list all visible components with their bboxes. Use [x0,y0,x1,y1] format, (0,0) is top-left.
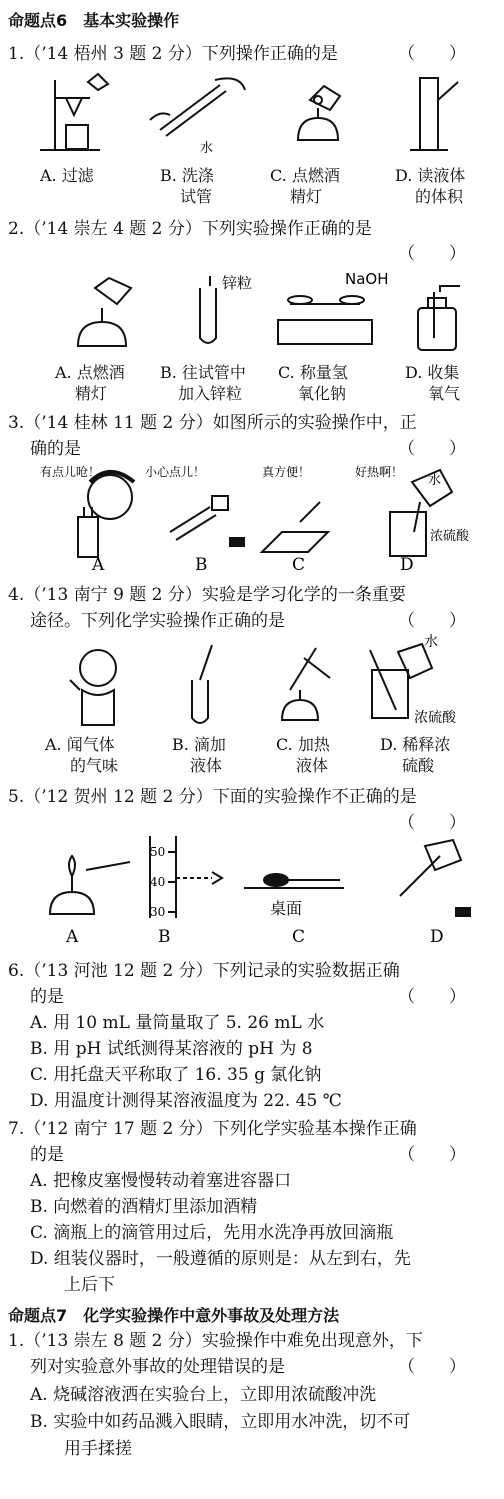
washing-tube [150,78,245,136]
section-title: 命题点6 基本实验操作 [8,11,180,30]
caption: A. 点燃酒 [55,363,125,382]
question-stem: 4.（’13 南宁 9 题 2 分）实验是学习化学的一条重要 [8,585,406,605]
pour-tube [400,840,470,916]
heat-liquid [282,648,330,720]
caption: 氧化钠 [298,384,347,403]
caption: B. 往试管中 [160,363,246,382]
letter-c: C [292,555,306,575]
option: B. 向燃着的酒精灯里添加酒精 [30,1197,258,1217]
water-label: 水 [424,634,438,650]
letter-b: B [158,927,171,947]
speech-b: 小心点儿！ [145,465,206,479]
option: D. 组装仪器时，一般遵循的原则是：从左到右，先 [30,1249,411,1269]
caption: C. 点燃酒 [270,166,340,185]
gas-bottle [418,286,460,350]
speech-a: 有点儿呛！ [40,465,101,479]
acid-label: 浓硫酸 [414,710,456,726]
option: 上后下 [64,1275,115,1295]
tray-hand [262,502,328,552]
caption: 加入锌粒 [178,384,243,403]
caption: D. 稀释浓 [380,735,451,754]
answer-paren: （ ） [398,44,466,64]
answer-paren: （ ） [398,987,466,1007]
person-smell [70,650,116,725]
question-stem: 2.（’14 崇左 4 题 2 分）下列实验操作正确的是 [8,219,372,239]
answer-paren: （ ） [398,1145,466,1165]
speech-d: 好热啊！ [355,465,404,479]
caption: D. 收集 [405,363,460,382]
acid-label: 浓硫酸 [430,529,470,544]
graduated-cylinder [410,78,458,150]
beaker-dilute [370,644,432,718]
option: D. 用温度计测得某溶液温度为 22. 45 ℃ [30,1091,342,1111]
option: C. 用托盘天平称取了 16. 35 g 氯化钠 [30,1065,322,1085]
tube-stopper [170,496,244,546]
question-stem: 途径。下列化学实验操作正确的是 [30,611,285,631]
alcohol-lamp-c [298,86,340,140]
dropper-tube [192,645,212,723]
caption: B. 洗涤 [160,166,214,185]
option: A. 把橡皮塞慢慢转动着塞进容器口 [30,1171,292,1191]
question-stem: 6.（’13 河池 12 题 2 分）下列记录的实验数据正确 [8,961,400,981]
question-stem: 的是 [30,1145,64,1165]
alcohol-lamp-a [78,278,131,346]
question-stem: 3.（’14 桂林 11 题 2 分）如图所示的实验操作中，正 [8,413,417,433]
filter-apparatus [40,74,108,150]
figure-q5 [0,836,504,951]
letter-a: A [92,555,105,575]
zinc-label: 锌粒 [222,274,253,292]
test-tube-zinc [200,276,216,343]
caption: 精灯 [75,384,108,403]
option: A. 烧碱溶液洒在实验台上，立即用浓硫酸冲洗 [30,1385,377,1405]
caption: A. 过滤 [40,166,94,185]
answer-paren: （ ） [398,244,466,264]
scale-30: 30 [150,905,166,919]
speech-c: 真方便！ [262,465,311,479]
figure-q3 [0,462,504,577]
option: A. 用 10 mL 量筒量取了 5. 26 mL 水 [30,1013,325,1033]
speech-bubbles [40,464,403,479]
table-label: 桌面 [270,899,303,918]
answer-paren: （ ） [398,813,466,833]
option: B. 用 pH 试纸测得某溶液的 pH 为 8 [30,1039,313,1059]
water-label: 水 [200,141,214,156]
answer-paren: （ ） [398,439,466,459]
scale-50: 50 [150,845,166,859]
figure-q2 [0,268,504,358]
caption: 氧气 [428,384,461,403]
caption: C. 加热 [276,735,330,754]
question-stem: 7.（’12 南宁 17 题 2 分）下列化学实验基本操作正确 [8,1119,417,1139]
scale-40: 40 [150,875,166,889]
section-title: 命题点7 化学实验操作中意外事故及处理方法 [8,1306,340,1325]
person-smelling [78,472,134,557]
balance [278,296,372,344]
question-stem: 的是 [30,987,64,1007]
option: 用手揉搓 [64,1439,132,1459]
caption: 精灯 [290,187,323,206]
caption: 的气味 [70,756,119,775]
question-stem: 1.（’14 梧州 3 题 2 分）下列操作正确的是 [8,44,338,64]
caption: D. 读液体 [395,166,466,185]
letter-a: A [66,927,79,947]
answer-paren: （ ） [398,611,466,631]
tube-on-table [244,874,344,888]
caption: B. 滴加 [172,735,226,754]
letter-b: B [195,555,208,575]
option: B. 实验中如药品溅入眼睛，立即用水冲洗，切不可 [30,1412,411,1432]
caption: 试管 [180,187,213,206]
letter-c: C [292,927,306,947]
caption: 液体 [190,756,223,775]
figure-q4 [0,634,504,730]
caption: 硫酸 [402,756,435,775]
answer-paren: （ ） [398,1357,466,1377]
lamp-match [50,856,130,914]
question-stem: 确的是 [30,439,81,459]
question-stem: 列对实验意外事故的处理错误的是 [30,1357,285,1377]
caption: A. 闻气体 [45,735,115,754]
option: C. 滴瓶上的滴管用过后，先用水洗净再放回滴瓶 [30,1223,394,1243]
caption: 的体积 [415,187,464,206]
question-stem: 1.（’13 崇左 8 题 2 分）实验操作中难免出现意外，下 [8,1331,423,1351]
figure-q1 [0,70,504,160]
letter-d: D [400,555,414,575]
water-label: 水 [428,473,442,488]
caption: C. 称量氢 [278,363,348,382]
naoh-label: NaOH [345,270,389,288]
question-stem: 5.（’12 贺州 12 题 2 分）下面的实验操作不正确的是 [8,787,417,807]
letter-d: D [430,927,444,947]
caption: 液体 [296,756,329,775]
